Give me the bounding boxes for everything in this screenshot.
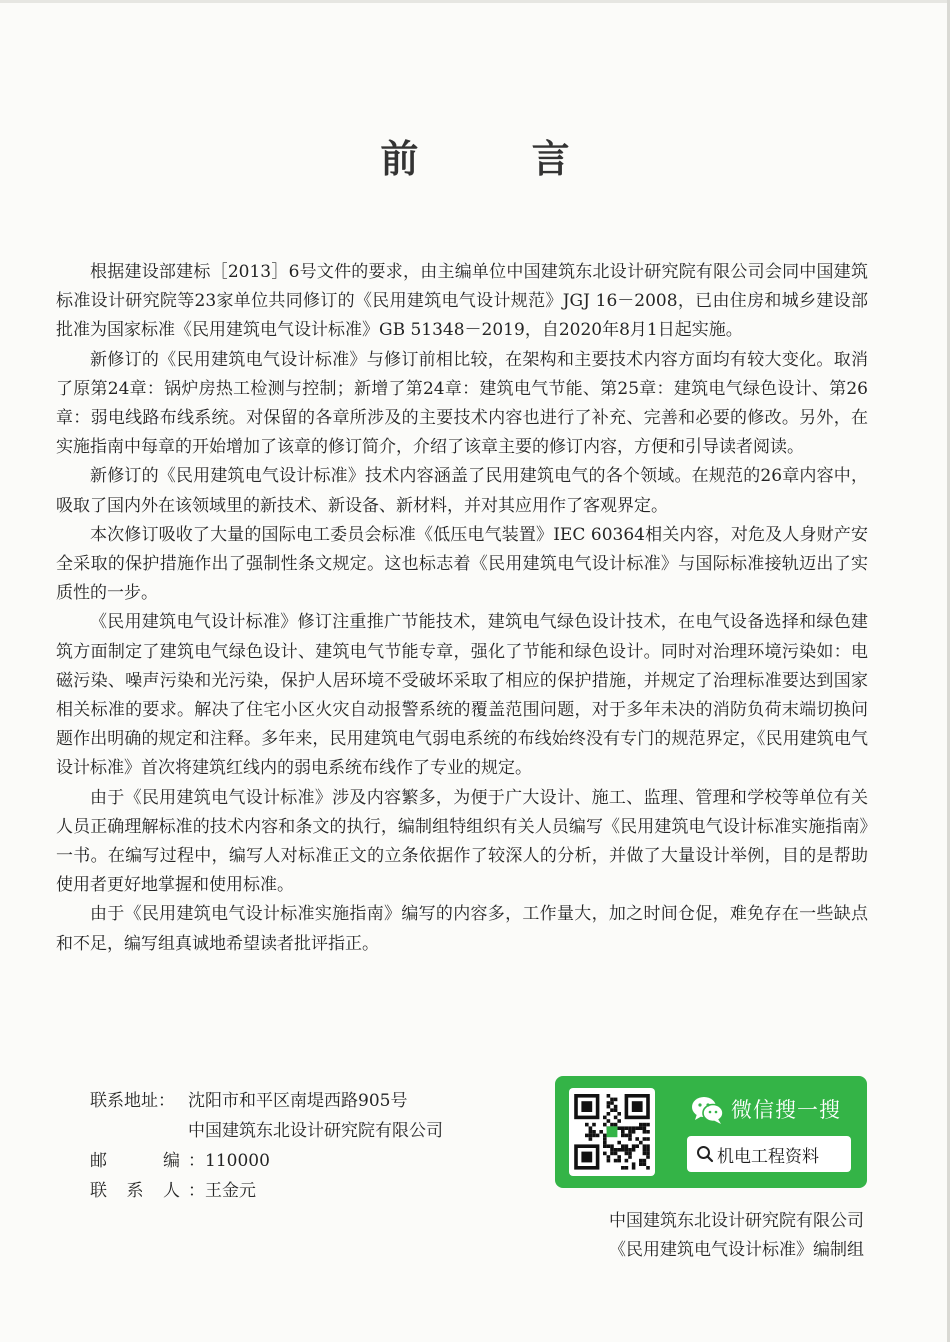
postcode-colon: ： — [188, 1151, 205, 1171]
wechat-icon — [691, 1095, 725, 1125]
person-value: 王金元 — [205, 1181, 256, 1201]
wechat-search-box[interactable] — [687, 1136, 851, 1172]
signature-line-1: 中国建筑东北设计研究院有限公司 — [609, 1211, 864, 1231]
postcode-label: 邮编 — [90, 1151, 180, 1171]
signature-line-2: 《民用建筑电气设计标准》编制组 — [609, 1240, 864, 1260]
address-row — [90, 1086, 520, 1116]
paragraph-5: 《民用建筑电气设计标准》修订注重推广节能技术，建筑电气绿色设计技术，在电气设备选择和绿色建筑方面制定了建筑电气绿色设计、建筑电气节能专章，强化了节能和绿色设计。同时对治理环境污染如：电磁污染、噪声污染和光污染，保护人居环境不受破坏采取了相应的保护措施，并规定了治理标准要达到国家相关标准的要求。解决了住宅小区火灾自动报警系统的覆盖范围问题，对于多年未决的消防负荷末端切换问题作出明确的规定和注释。多年来，民用建筑电气弱电系统的布线始终没有专门的规范界定，《民用建筑电气设计标准》首次将建筑红线内的弱电系统布线作了专业的规定。 — [56, 612, 868, 779]
paragraph-3: 新修订的《民用建筑电气设计标准》技术内容涵盖了民用建筑电气的各个领域。在规范的26章内容中，吸取了国内外在该领域里的新技术、新设备、新材料，并对其应用作了客观界定。 — [56, 466, 868, 516]
paragraph-4: 本次修订吸收了大量的国际电工委员会标准《低压电气装置》IEC 60364相关内容，对危及人身财产安全采取的保护措施作出了强制性条文规定。这也标志着《民用建筑电气设计标准》与国际标准接轨迈出了实质性的一步。 — [56, 524, 868, 604]
person-row — [90, 1176, 520, 1206]
preface-body — [56, 258, 868, 959]
page-title: 前 言 — [380, 136, 620, 181]
address-line-1: 沈阳市和平区南堤西路905号 — [188, 1091, 408, 1111]
paragraph-7: 由于《民用建筑电气设计标准实施指南》编写的内容多，工作量大，加之时间仓促，难免存在一些缺点和不足，编写组真诚地希望读者批评指正。 — [56, 904, 868, 954]
postcode-value: 110000 — [205, 1151, 270, 1171]
person-label: 联系人 — [90, 1181, 180, 1201]
address-row-2 — [90, 1116, 520, 1146]
person-colon: ： — [188, 1181, 205, 1201]
paragraph-1: 根据建设部建标［2013］6号文件的要求，由主编单位中国建筑东北设计研究院有限公司会同中国建筑标准设计研究院等23家单位共同修订的《民用建筑电气设计规范》JGJ 16－2008，已由住房和城乡建设部批准为国家标准《民用建筑电气设计标准》GB 51348－2019，自2020年8月1日起实施。 — [56, 262, 868, 341]
signature-block — [609, 1207, 864, 1265]
paragraph-2: 新修订的《民用建筑电气设计标准》与修订前相比较，在架构和主要技术内容方面均有较大变化。取消了原第24章：锅炉房热工检测与控制；新增了第24章：建筑电气节能、第25章：建筑电气绿色设计、第26章：弱电线路布线系统。对保留的各章所涉及的主要技术内容也进行了补充、完善和必要的修改。另外，在实施指南中每章的开始增加了该章的修订简介，介绍了该章主要的修订内容，方便和引导读者阅读。 — [56, 349, 868, 458]
wechat-search-text: 机电工程资料 — [717, 1147, 819, 1167]
search-icon — [696, 1145, 714, 1163]
address-line-2: 中国建筑东北设计研究院有限公司 — [188, 1121, 443, 1141]
qr-code[interactable] — [569, 1088, 655, 1176]
paragraph-6: 由于《民用建筑电气设计标准》涉及内容繁多，为便于广大设计、施工、监理、管理和学校等单位有关人员正确理解标准的技术内容和条文的执行，编制组特组织有关人员编写《民用建筑电气设计标准实施指南》一书。在编写过程中，编写人对标准正文的立条依据作了较深人的分析，并做了大量设计举例，目的是帮助使用者更好地掌握和使用标准。 — [56, 787, 868, 896]
wechat-search-card[interactable] — [555, 1076, 867, 1188]
address-label: 联系地址： — [90, 1091, 175, 1111]
contact-info — [90, 1086, 520, 1206]
postcode-row — [90, 1146, 520, 1176]
wechat-search-title: 微信搜一搜 — [731, 1098, 841, 1122]
scan-edge-top — [0, 0, 950, 3]
